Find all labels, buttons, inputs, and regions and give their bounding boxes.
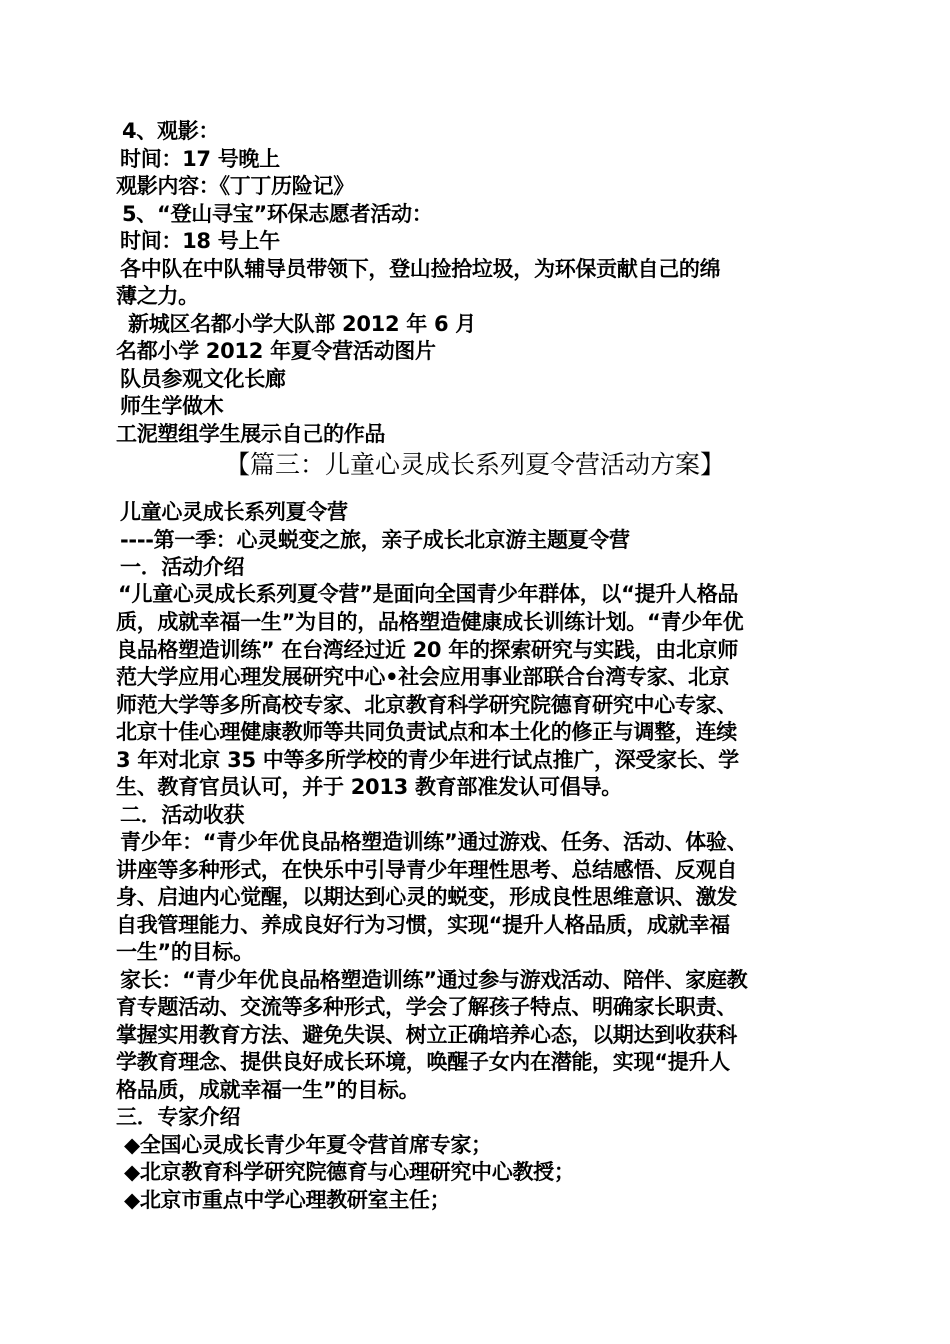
intro-heading: 一．活动介绍: [120, 555, 245, 579]
gains-parent-line: 掌握实用教育方法、避免失误、树立正确培养心态，以期达到收获科: [116, 1023, 737, 1047]
gains-parent-line: 学教育理念、提供良好成长环境，唤醒子女内在潜能，实现“提升人: [116, 1050, 730, 1074]
intro-line: 师范大学等多所高校专家、北京教育科学研究院德育研究中心专家、: [116, 693, 737, 717]
section4-title: 4、观影：: [122, 119, 220, 143]
section5-time: 时间：18 号上午: [120, 229, 280, 253]
experts-heading: 三．专家介绍: [116, 1105, 241, 1129]
section5-desc-line2: 薄之力。: [116, 284, 199, 308]
intro-line: 良品格塑造训练” 在台湾经过近 20 年的探索研究与实践，由北京师: [116, 638, 739, 662]
section4-content: 观影内容：《丁丁历险记》: [116, 174, 354, 198]
photo-caption: 师生学做木: [120, 394, 224, 418]
program-subtitle: ----第一季：心灵蜕变之旅，亲子成长北京游主题夏令营: [120, 528, 630, 552]
gains-youth-line: 自我管理能力、养成良好行为习惯，实现“提升人格品质，成就幸福: [116, 913, 730, 937]
gains-youth-line: 身、启迪内心觉醒，以期达到心灵的蜕变，形成良性思维意识、激发: [116, 885, 737, 909]
intro-line: 质，成就幸福一生”为目的，品格塑造健康成长训练计划。“青少年优: [116, 610, 744, 634]
intro-line: 3 年对北京 35 中等多所学校的青少年进行试点推广，深受家长、学: [116, 748, 739, 772]
section5-title: 5、“登山寻宝”环保志愿者活动：: [122, 202, 433, 226]
photo-caption: 队员参观文化长廊: [120, 367, 286, 391]
gains-parent-line: 育专题活动、交流等多种形式，学会了解孩子特点、明确家长职责、: [116, 995, 737, 1019]
intro-line: “儿童心灵成长系列夏令营”是面向全国青少年群体，以“提升人格品: [118, 582, 739, 606]
gains-youth-line: 一生”的目标。: [116, 940, 254, 964]
expert-item: ◆北京市重点中学心理教研室主任；: [124, 1188, 451, 1212]
expert-item: ◆北京教育科学研究院德育与心理研究中心教授；: [124, 1160, 575, 1184]
intro-line: 范大学应用心理发展研究中心•社会应用事业部联合台湾专家、北京: [116, 665, 730, 689]
photo-caption: 工泥塑组学生展示自己的作品: [116, 422, 386, 446]
program-title: 儿童心灵成长系列夏令营: [120, 500, 348, 524]
chapter-heading: 【篇三：儿童心灵成长系列夏令营活动方案】: [224, 450, 725, 479]
gains-parent-line: 家长：“青少年优良品格塑造训练”通过参与游戏活动、陪伴、家庭教: [120, 968, 748, 992]
section5-desc-line1: 各中队在中队辅导员带领下，登山捡拾垃圾，为环保贡献自己的绵: [120, 257, 721, 281]
expert-item: ◆全国心灵成长青少年夏令营首席专家；: [124, 1133, 492, 1157]
section4-time: 时间：17 号晚上: [120, 147, 280, 171]
gains-youth-line: 青少年：“青少年优良品格塑造训练”通过游戏、任务、活动、体验、: [120, 830, 748, 854]
intro-line: 生、教育官员认可，并于 2013 教育部准发认可倡导。: [116, 775, 622, 799]
gains-parent-line: 格品质，成就幸福一生”的目标。: [116, 1078, 420, 1102]
intro-line: 北京十佳心理健康教师等共同负责试点和本土化的修正与调整，连续: [116, 720, 737, 744]
gains-heading: 二．活动收获: [120, 803, 245, 827]
signature: 新城区名都小学大队部 2012 年 6 月: [128, 312, 477, 336]
gains-youth-line: 讲座等多种形式，在快乐中引导青少年理性思考、总结感悟、反观自: [116, 858, 737, 882]
photos-title: 名都小学 2012 年夏令营活动图片: [116, 339, 436, 363]
